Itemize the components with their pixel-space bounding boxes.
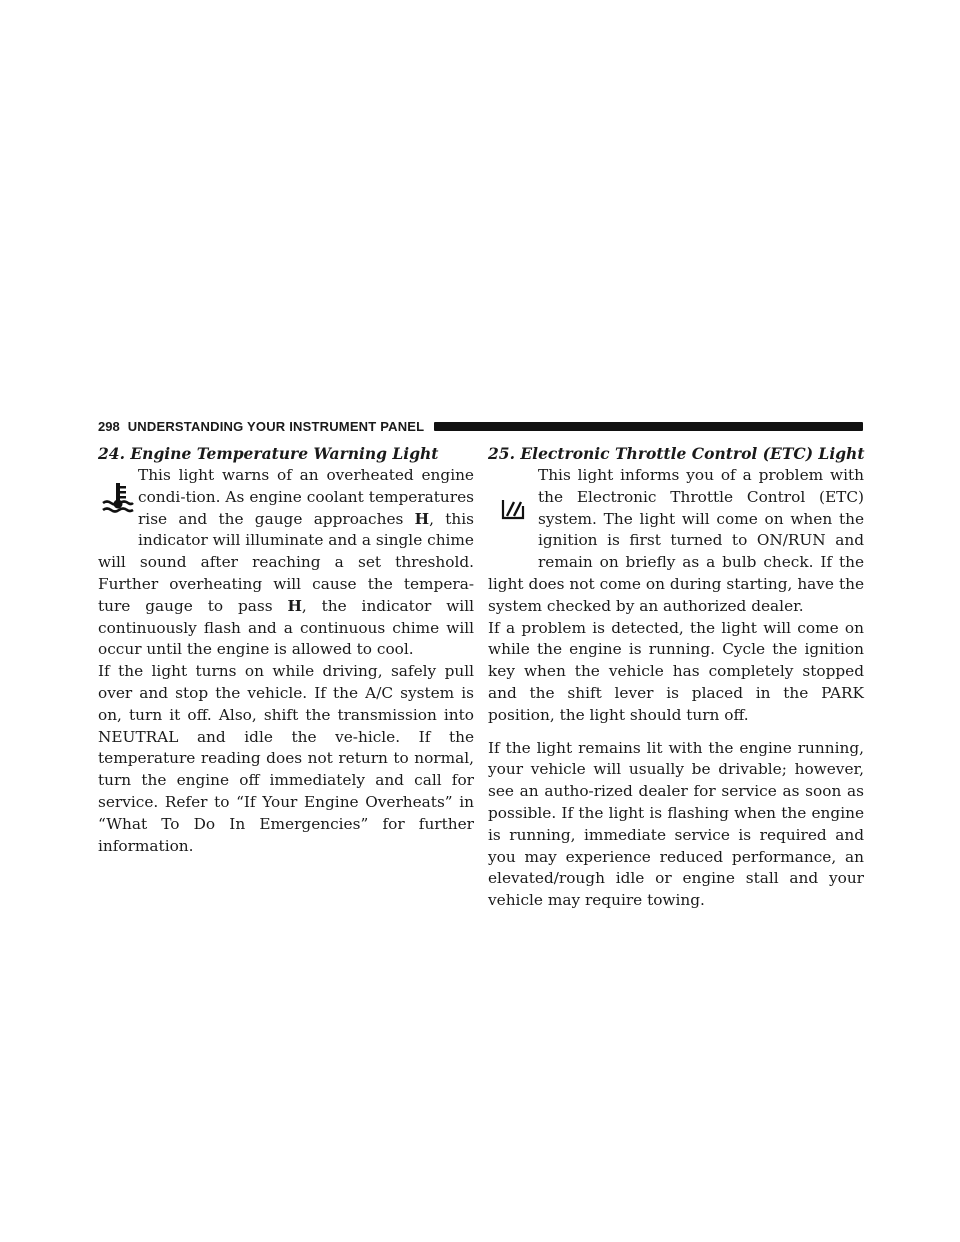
section-title: UNDERSTANDING YOUR INSTRUMENT PANEL bbox=[127, 418, 425, 434]
etc-light-heading: 25. Electronic Throttle Control (ETC) Light bbox=[488, 444, 865, 463]
engine-temperature-heading: 24. Engine Temperature Warning Light bbox=[98, 444, 439, 463]
engine-temperature-paragraph-2: If the light turns on while driving, safely pull over and stop the vehicle. If the A/C system is on, turn it off. Also, shift the transmission into NEUTRAL and idle the ve-hicle. If the temperature reading does not return to normal, turn the engine off immediately and call for service. Refer to “If Your Engine Overheats” in “What To Do In Emergencies” for further information. bbox=[98, 662, 474, 855]
right-column bbox=[488, 442, 864, 912]
page-header bbox=[98, 414, 863, 438]
page-number: 298 bbox=[98, 418, 120, 434]
header-rule bbox=[434, 422, 863, 431]
left-column bbox=[98, 442, 474, 857]
etc-paragraph-3: If the light remains lit with the engine running, your vehicle will usually be drivable; however, see an autho-rized dealer for service as soon as possible. If the light is flashing when the engine is running, immediate service is required and you may experience reduced performance, an elevated/rough idle or engine stall and your vehicle may require towing. bbox=[488, 738, 864, 910]
etc-paragraph-1: This light informs you of a problem with the Electronic Throttle Control (ETC) system. The light will come on when the ignition is first turned to ON/RUN and remain on briefly as a bulb check. If the light does not come on during starting, have the system checked by an authorized dealer. bbox=[488, 466, 864, 615]
etc-paragraph-2: If a problem is detected, the light will come on while the engine is running. Cycle the ignition key when the vehicle has completely stopped and the shift lever is placed in the PARK position, the light should turn off. bbox=[488, 618, 864, 724]
engine-temperature-paragraph-1: This light warns of an overheated engine condi-tion. As engine coolant temperatures rise and the gauge approaches H, this indicator will illuminate and a single chime will sound after reaching a set threshold. Further overheating will cause the tempera-ture gauge to pass H, the indicator will continuously flash and a continuous chime will occur until the engine is allowed to cool. bbox=[98, 466, 475, 659]
engine-coolant-temperature-icon bbox=[98, 465, 138, 531]
electronic-throttle-control-icon bbox=[488, 465, 538, 553]
